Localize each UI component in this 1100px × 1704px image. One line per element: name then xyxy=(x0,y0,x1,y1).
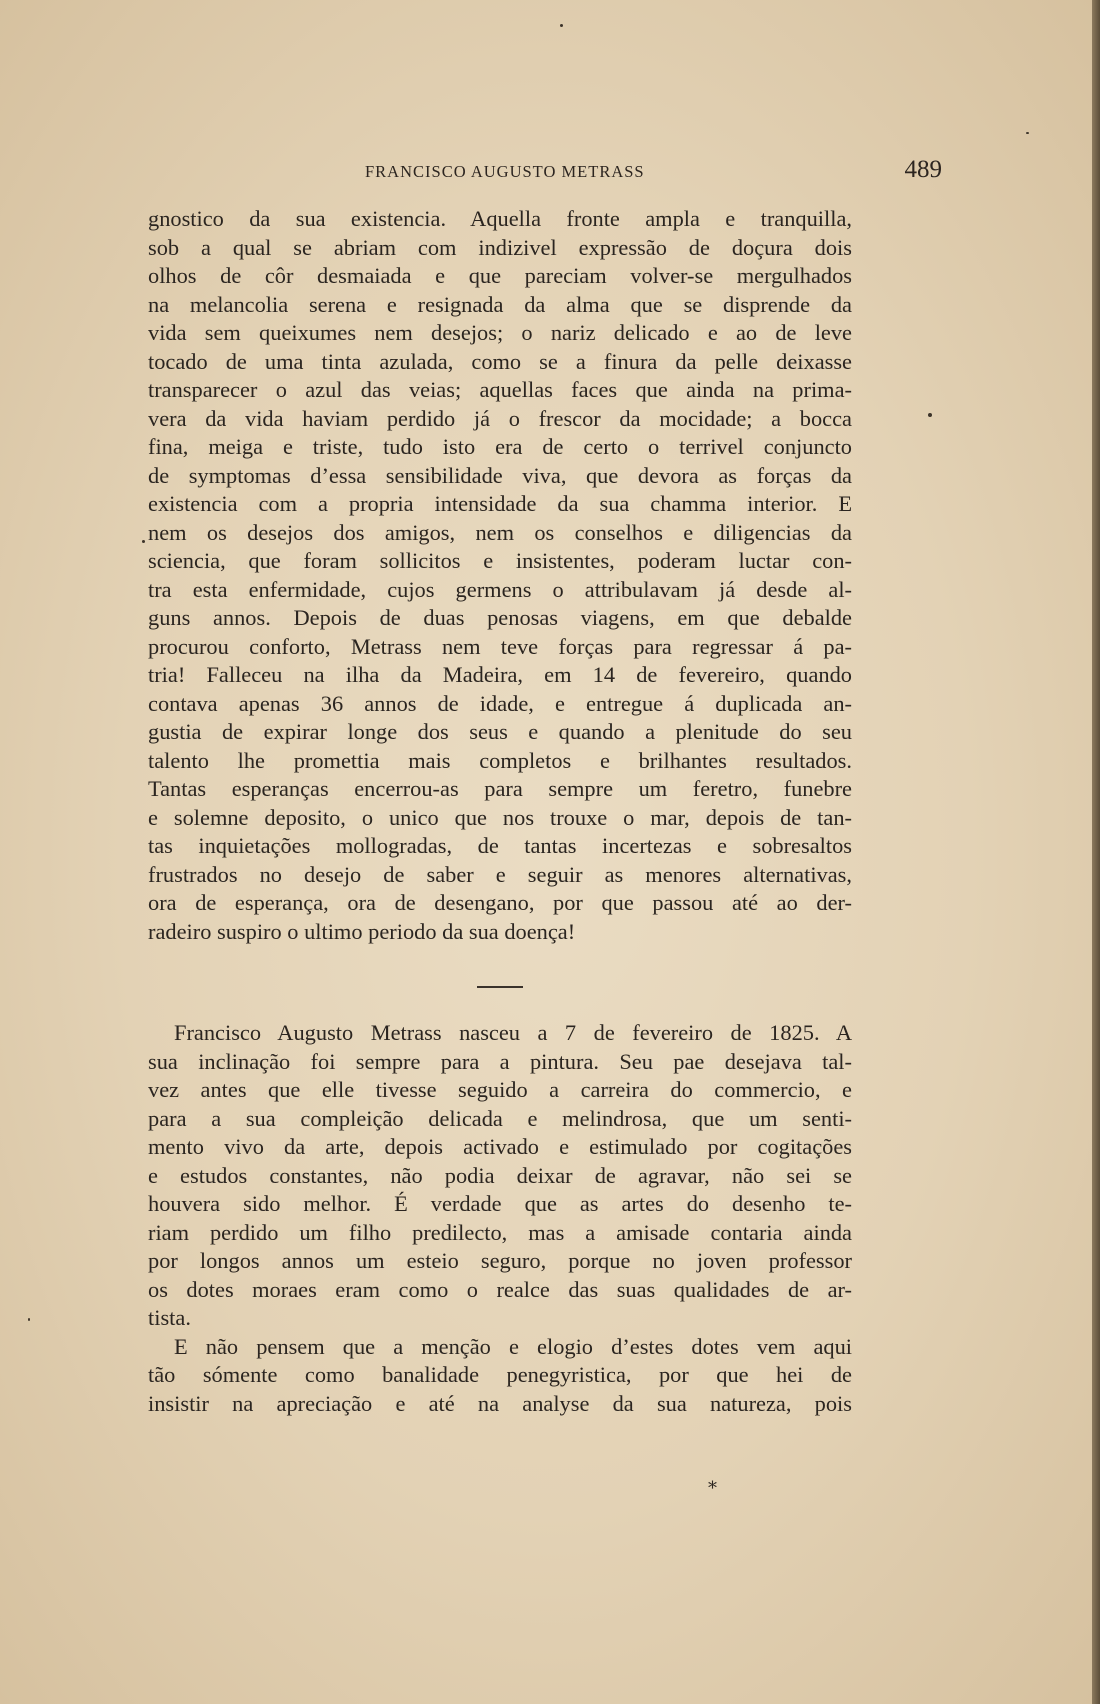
paper-speck xyxy=(142,540,145,543)
running-title: FRANCISCO AUGUSTO METRASS xyxy=(365,162,645,181)
paper-speck xyxy=(560,24,563,27)
text-line: os dotes moraes eram como o realce das suas qualidades de ar- xyxy=(148,1276,852,1302)
paragraph-1 xyxy=(148,205,852,946)
text-line: ora de esperança, ora de desengano, por que passou até ao der- xyxy=(148,890,852,915)
paper-speck xyxy=(28,1318,30,1321)
text-line: existencia com a propria intensidade da sua chamma interior. E xyxy=(148,491,852,516)
text-line: houvera sido melhor. É verdade que as artes do desenho te- xyxy=(148,1191,852,1216)
text-line: sua inclinação foi sempre para a pintura. Seu pae desejava tal- xyxy=(148,1048,852,1074)
text-line: sob a qual se abriam com indizivel expressão de doçura dois xyxy=(148,234,852,260)
text-line: tista. xyxy=(148,1305,191,1330)
paper-speck xyxy=(928,413,932,417)
text-line: e estudos constantes, não podia deixar de agravar, não sei se xyxy=(148,1162,852,1188)
text-line: por longos annos um esteio seguro, porque no joven professor xyxy=(148,1248,852,1273)
signature-mark: * xyxy=(708,1478,717,1499)
text-line: Tantas esperanças encerrou-as para sempre um feretro, funebre xyxy=(148,776,852,801)
text-line: insistir na apreciação e até na analyse da sua natureza, pois xyxy=(148,1390,852,1416)
page-number: 489 xyxy=(904,156,942,183)
text-line: na melancolia serena e resignada da alma que se disprende da xyxy=(148,291,852,317)
paper-speck xyxy=(1026,132,1029,134)
text-line: guns annos. Depois de duas penosas viagens, em que debalde xyxy=(148,605,852,630)
text-line: mento vivo da arte, depois activado e estimulado por cogitações xyxy=(148,1134,852,1159)
text-line: riam perdido um filho predilecto, mas a amisade contaria ainda xyxy=(148,1219,852,1245)
text-line: vida sem queixumes nem desejos; o nariz delicado e ao de leve xyxy=(148,320,852,345)
text-line: procurou conforto, Metrass nem teve forças para regressar á pa- xyxy=(148,633,852,659)
text-line: gustia de expirar longe dos seus e quando a plenitude do seu xyxy=(148,719,852,744)
text-line: e solemne deposito, o unico que nos trouxe o mar, depois de tan- xyxy=(148,804,852,830)
text-line: talento lhe promettia mais completos e brilhantes resultados. xyxy=(148,747,852,773)
text-line: tão sómente como banalidade penegyristica, por que hei de xyxy=(148,1362,852,1387)
text-line: vera da vida haviam perdido já o frescor da mocidade; a bocca xyxy=(148,405,852,431)
text-line: de symptomas d’essa sensibilidade viva, que devora as forças da xyxy=(148,462,852,488)
text-line: tria! Falleceu na ilha da Madeira, em 14 de fevereiro, quando xyxy=(148,662,852,687)
text-line: E não pensem que a menção e elogio d’estes dotes vem aqui xyxy=(174,1333,852,1359)
text-line: frustrados no desejo de saber e seguir as menores alternativas, xyxy=(148,861,852,887)
section-separator xyxy=(477,986,523,988)
text-line: tas inquietações mollogradas, de tantas incertezas e sobresaltos xyxy=(148,833,852,858)
text-line: olhos de côr desmaiada e que pareciam volver-se mergulhados xyxy=(148,263,852,288)
text-line: tra esta enfermidade, cujos germens o attribulavam já desde al- xyxy=(148,576,852,602)
text-line: transparecer o azul das veias; aquellas faces que ainda na prima- xyxy=(148,377,852,402)
page-header xyxy=(148,156,942,188)
text-line: fina, meiga e triste, tudo isto era de certo o terrivel conjuncto xyxy=(148,434,852,459)
text-line: radeiro suspiro o ultimo periodo da sua doença! xyxy=(148,918,576,944)
paragraph-2 xyxy=(148,1019,852,1418)
text-line: para a sua compleição delicada e melindrosa, que um senti- xyxy=(148,1105,852,1131)
text-line: sciencia, que foram sollicitos e insistentes, poderam luctar con- xyxy=(148,548,852,573)
text-line: vez antes que elle tivesse seguido a carreira do commercio, e xyxy=(148,1077,852,1102)
text-line: gnostico da sua existencia. Aquella fronte ampla e tranquilla, xyxy=(148,206,852,231)
text-line: Francisco Augusto Metrass nasceu a 7 de fevereiro de 1825. A xyxy=(174,1020,852,1045)
page-edge xyxy=(1092,0,1100,1704)
text-line: contava apenas 36 annos de idade, e entregue á duplicada an- xyxy=(148,690,852,716)
text-line: nem os desejos dos amigos, nem os conselhos e diligencias da xyxy=(148,519,852,545)
text-line: tocado de uma tinta azulada, como se a finura da pelle deixasse xyxy=(148,348,852,374)
